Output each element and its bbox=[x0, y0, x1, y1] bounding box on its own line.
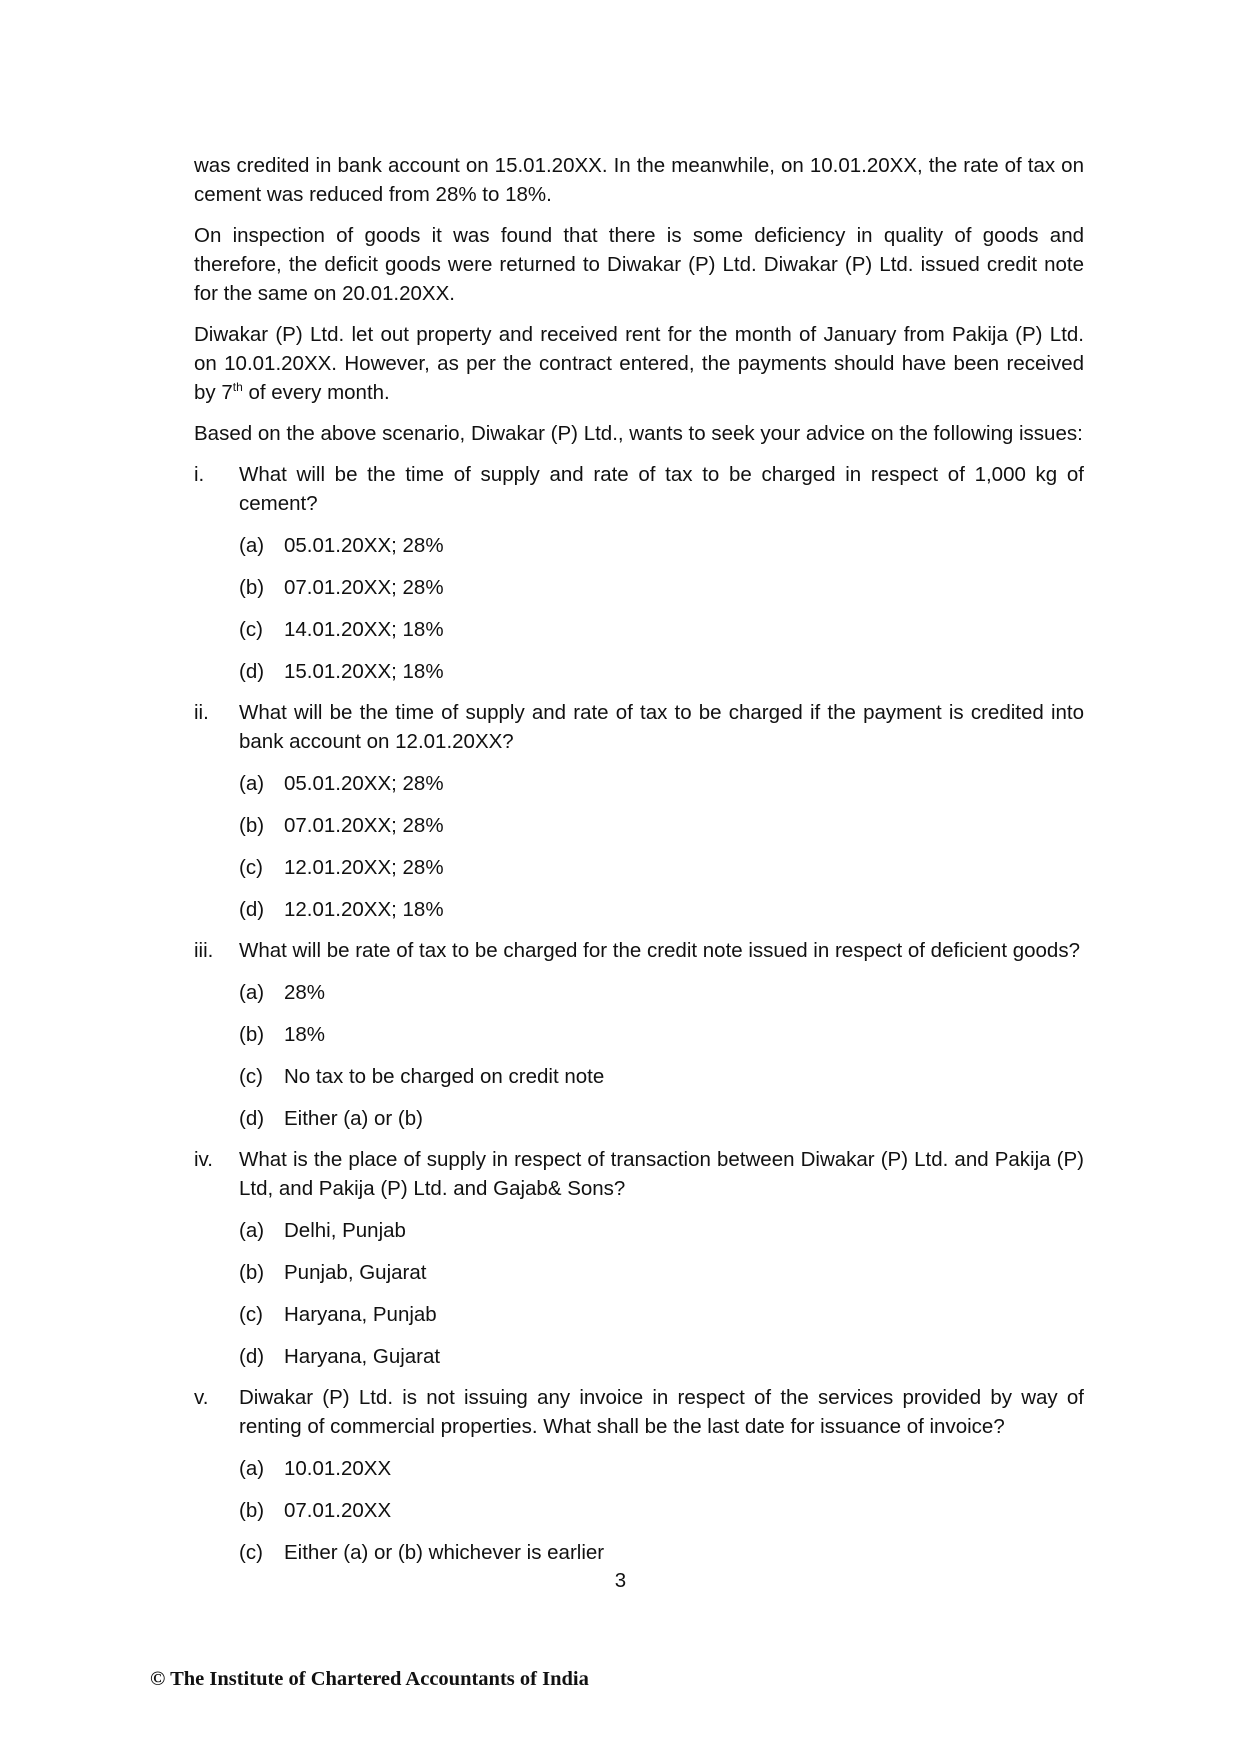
option-text: 28% bbox=[284, 981, 326, 1004]
option-item bbox=[239, 1258, 1084, 1287]
question-5 bbox=[194, 1383, 1084, 1567]
question-number: ii. bbox=[194, 701, 209, 724]
option-label: (b) bbox=[239, 1499, 265, 1522]
option-item bbox=[239, 1538, 1084, 1567]
option-text: 15.01.20XX; 18% bbox=[284, 660, 444, 683]
option-label: (c) bbox=[239, 1541, 263, 1564]
option-label: (a) bbox=[239, 534, 265, 557]
paragraph-1: was credited in bank account on 15.01.20XX. In the meanwhile, on 10.01.20XX, the rate of tax on cement was reduced from 28% to 18%. bbox=[194, 154, 1084, 206]
option-text: 12.01.20XX; 28% bbox=[284, 856, 444, 879]
option-item bbox=[239, 1062, 1084, 1091]
option-label: (c) bbox=[239, 1303, 263, 1326]
option-item bbox=[239, 531, 1084, 560]
option-item bbox=[239, 615, 1084, 644]
paragraph-2: On inspection of goods it was found that there is some deficiency in quality of goods and therefore, the deficit goods were returned to Diwakar (P) Ltd. Diwakar (P) Ltd. issued credit note for the same on 20.01.20XX. bbox=[194, 224, 1084, 305]
option-label: (a) bbox=[239, 1219, 265, 1242]
option-item bbox=[239, 1104, 1084, 1133]
option-label: (c) bbox=[239, 618, 263, 641]
option-text: 05.01.20XX; 28% bbox=[284, 534, 444, 557]
option-text: 12.01.20XX; 18% bbox=[284, 898, 444, 921]
question-1 bbox=[194, 460, 1084, 686]
option-label: (b) bbox=[239, 1261, 265, 1284]
option-item bbox=[239, 1454, 1084, 1483]
option-label: (a) bbox=[239, 1457, 265, 1480]
option-item bbox=[239, 1342, 1084, 1371]
option-text: 07.01.20XX; 28% bbox=[284, 814, 444, 837]
copyright-footer: © The Institute of Chartered Accountants of India bbox=[150, 1668, 589, 1690]
question-text: What will be the time of supply and rate of tax to be charged if the payment is credited into bank account on 12.01.20XX? bbox=[239, 701, 1084, 753]
paragraph-3-text: Diwakar (P) Ltd. let out property and received rent for the month of January from Pakija (P) Ltd. on 10.01.20XX. However, as per the contract entered, the payments should have been received by 7 bbox=[194, 323, 1084, 404]
option-text: 05.01.20XX; 28% bbox=[284, 772, 444, 795]
question-text: What will be rate of tax to be charged for the credit note issued in respect of deficient goods? bbox=[239, 939, 1080, 962]
option-item bbox=[239, 978, 1084, 1007]
option-text: 14.01.20XX; 18% bbox=[284, 618, 444, 641]
option-text: Either (a) or (b) whichever is earlier bbox=[284, 1541, 605, 1564]
question-4 bbox=[194, 1145, 1084, 1371]
option-label: (d) bbox=[239, 1345, 265, 1368]
option-label: (c) bbox=[239, 1065, 263, 1088]
page-content bbox=[194, 151, 1084, 1579]
question-text: What is the place of supply in respect of transaction between Diwakar (P) Ltd. and Pakija (P) Ltd, and Pakija (P) Ltd. and Gajab& Sons? bbox=[239, 1148, 1084, 1200]
paragraph-3 bbox=[194, 320, 1084, 407]
superscript-th: th bbox=[232, 380, 243, 395]
option-text: Haryana, Gujarat bbox=[284, 1345, 441, 1368]
option-label: (d) bbox=[239, 1107, 265, 1130]
option-item bbox=[239, 1300, 1084, 1329]
option-label: (d) bbox=[239, 660, 265, 683]
paragraph-3-tail: of every month. bbox=[242, 381, 390, 404]
question-number: iv. bbox=[194, 1148, 213, 1171]
option-text: 18% bbox=[284, 1023, 326, 1046]
option-label: (c) bbox=[239, 856, 263, 879]
option-item bbox=[239, 895, 1084, 924]
option-text: Punjab, Gujarat bbox=[284, 1261, 427, 1284]
question-number: v. bbox=[194, 1386, 209, 1409]
option-text: 07.01.20XX; 28% bbox=[284, 576, 444, 599]
option-label: (b) bbox=[239, 576, 265, 599]
option-item bbox=[239, 1496, 1084, 1525]
option-text: Either (a) or (b) bbox=[284, 1107, 423, 1130]
option-item bbox=[239, 1020, 1084, 1049]
option-item bbox=[239, 769, 1084, 798]
option-item bbox=[239, 657, 1084, 686]
question-2 bbox=[194, 698, 1084, 924]
option-text: Delhi, Punjab bbox=[284, 1219, 406, 1242]
question-number: iii. bbox=[194, 939, 214, 962]
option-item bbox=[239, 853, 1084, 882]
option-item bbox=[239, 811, 1084, 840]
option-text: No tax to be charged on credit note bbox=[284, 1065, 605, 1088]
option-label: (d) bbox=[239, 898, 265, 921]
option-text: 07.01.20XX bbox=[284, 1499, 392, 1522]
option-text: Haryana, Punjab bbox=[284, 1303, 437, 1326]
option-label: (a) bbox=[239, 772, 265, 795]
option-item bbox=[239, 573, 1084, 602]
option-text: 10.01.20XX bbox=[284, 1457, 392, 1480]
page-number: 3 bbox=[614, 1569, 627, 1592]
question-text: What will be the time of supply and rate of tax to be charged in respect of 1,000 kg of cement? bbox=[239, 463, 1084, 515]
question-text: Diwakar (P) Ltd. is not issuing any invoice in respect of the services provided by way of renting of commercial properties. What shall be the last date for issuance of invoice? bbox=[239, 1386, 1084, 1438]
option-item bbox=[239, 1216, 1084, 1245]
paragraph-4: Based on the above scenario, Diwakar (P) Ltd., wants to seek your advice on the following issues: bbox=[194, 422, 1083, 445]
option-label: (b) bbox=[239, 814, 265, 837]
question-3 bbox=[194, 936, 1084, 1133]
option-label: (b) bbox=[239, 1023, 265, 1046]
option-label: (a) bbox=[239, 981, 265, 1004]
question-number: i. bbox=[194, 463, 205, 486]
